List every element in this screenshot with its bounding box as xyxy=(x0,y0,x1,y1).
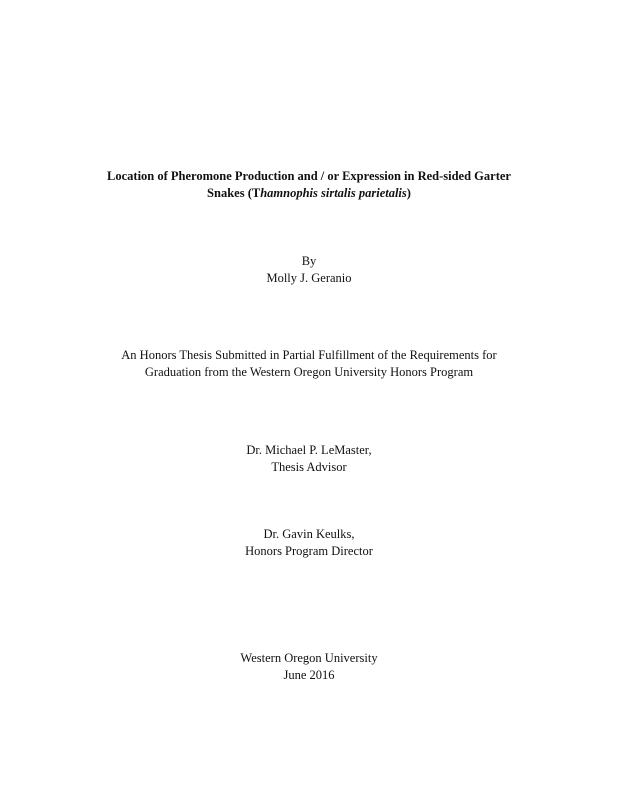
species-name: hamnophis sirtalis parietalis xyxy=(260,186,407,200)
thesis-title-prefix: Snakes (T xyxy=(207,186,261,200)
thesis-advisor xyxy=(0,442,618,476)
submission-line-1: An Honors Thesis Submitted in Partial Fulfillment of the Requirements for xyxy=(121,348,497,362)
submission-line-2: Graduation from the Western Oregon University Honors Program xyxy=(144,365,474,379)
author-name: Molly J. Geranio xyxy=(266,271,352,285)
thesis-title-line-1: Location of Pheromone Production and / or Expression in Red-sided Garter xyxy=(107,169,511,183)
thesis-title-line-2 xyxy=(0,185,618,202)
program-director xyxy=(0,526,618,560)
thesis-title-suffix: ) xyxy=(406,186,411,200)
director-role: Honors Program Director xyxy=(245,544,373,558)
by-label: By xyxy=(301,254,317,268)
submission-date: June 2016 xyxy=(283,668,335,682)
thesis-title xyxy=(0,168,618,202)
advisor-role: Thesis Advisor xyxy=(271,460,347,474)
director-name: Dr. Gavin Keulks, xyxy=(263,527,355,541)
byline xyxy=(0,253,618,287)
advisor-name: Dr. Michael P. LeMaster, xyxy=(246,443,372,457)
institution-name: Western Oregon University xyxy=(240,651,378,665)
institution-block xyxy=(0,650,618,684)
submission-statement xyxy=(0,347,618,381)
